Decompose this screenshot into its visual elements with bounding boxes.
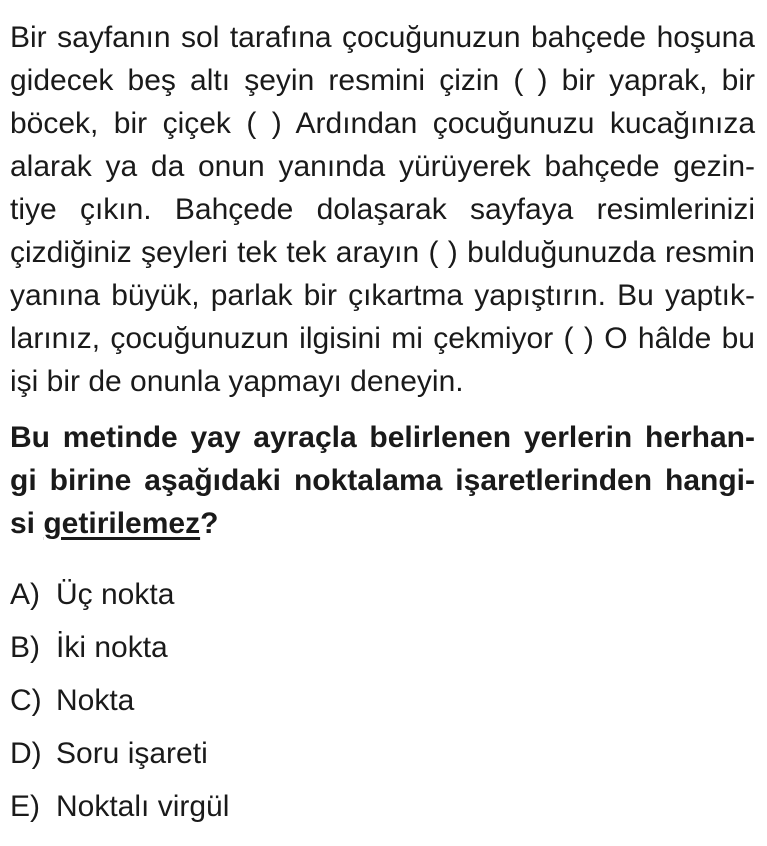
- question-mark: ?: [200, 507, 219, 540]
- question-line: gi birine aşağıdaki noktalama işaretlerinden hangi-: [10, 464, 755, 497]
- passage-line: tiye çıkın. Bahçede dolaşarak sayfaya resimlerinizi: [10, 193, 755, 226]
- question-last-line-prefix: si: [10, 507, 44, 540]
- option-c-text: Nokta: [56, 684, 135, 717]
- question-line: Bu metinde yay ayraçla belirlenen yerlerin herhan-: [10, 421, 755, 454]
- passage-line: böcek, bir çiçek ( ) Ardından çocuğunuzu kucağınıza: [10, 107, 755, 140]
- option-e-text: Noktalı virgül: [56, 790, 230, 823]
- passage-line: gidecek beş altı şeyin resmini çizin ( ) bir yaprak, bir: [10, 64, 755, 97]
- passage-line: işi bir de onunla yapmayı deneyin.: [10, 365, 464, 398]
- passage-line: çizdiğiniz şeyleri tek tek arayın ( ) bulduğunuzda resmin: [10, 236, 755, 269]
- option-b-text: İki nokta: [56, 631, 168, 664]
- passage-line: alarak ya da onun yanında yürüyerek bahçede gezin-: [10, 150, 755, 183]
- option-b[interactable]: [10, 626, 755, 669]
- passage-line: Bir sayfanın sol tarafına çocuğunuzun bahçede hoşuna: [10, 21, 755, 54]
- option-a-letter: A): [10, 578, 40, 611]
- question-stem: [10, 416, 755, 545]
- option-a-text: Üç nokta: [56, 578, 175, 611]
- passage-line: larınız, çocuğunuzun ilgisini mi çekmiyor ( ) O hâlde bu: [10, 322, 755, 355]
- option-d-text: Soru işareti: [56, 737, 208, 770]
- option-d-letter: D): [10, 737, 42, 770]
- option-e[interactable]: [10, 785, 755, 828]
- option-d[interactable]: [10, 732, 755, 775]
- passage: [10, 16, 755, 403]
- option-c-letter: C): [10, 684, 42, 717]
- options-list: [10, 573, 755, 828]
- question-line: [10, 502, 755, 545]
- option-b-letter: B): [10, 631, 40, 664]
- option-e-letter: E): [10, 790, 40, 823]
- option-c[interactable]: [10, 679, 755, 722]
- option-a[interactable]: [10, 573, 755, 616]
- passage-line: yanına büyük, parlak bir çıkartma yapıştırın. Bu yaptık-: [10, 279, 755, 312]
- underlined-word: getirilemez: [43, 507, 201, 540]
